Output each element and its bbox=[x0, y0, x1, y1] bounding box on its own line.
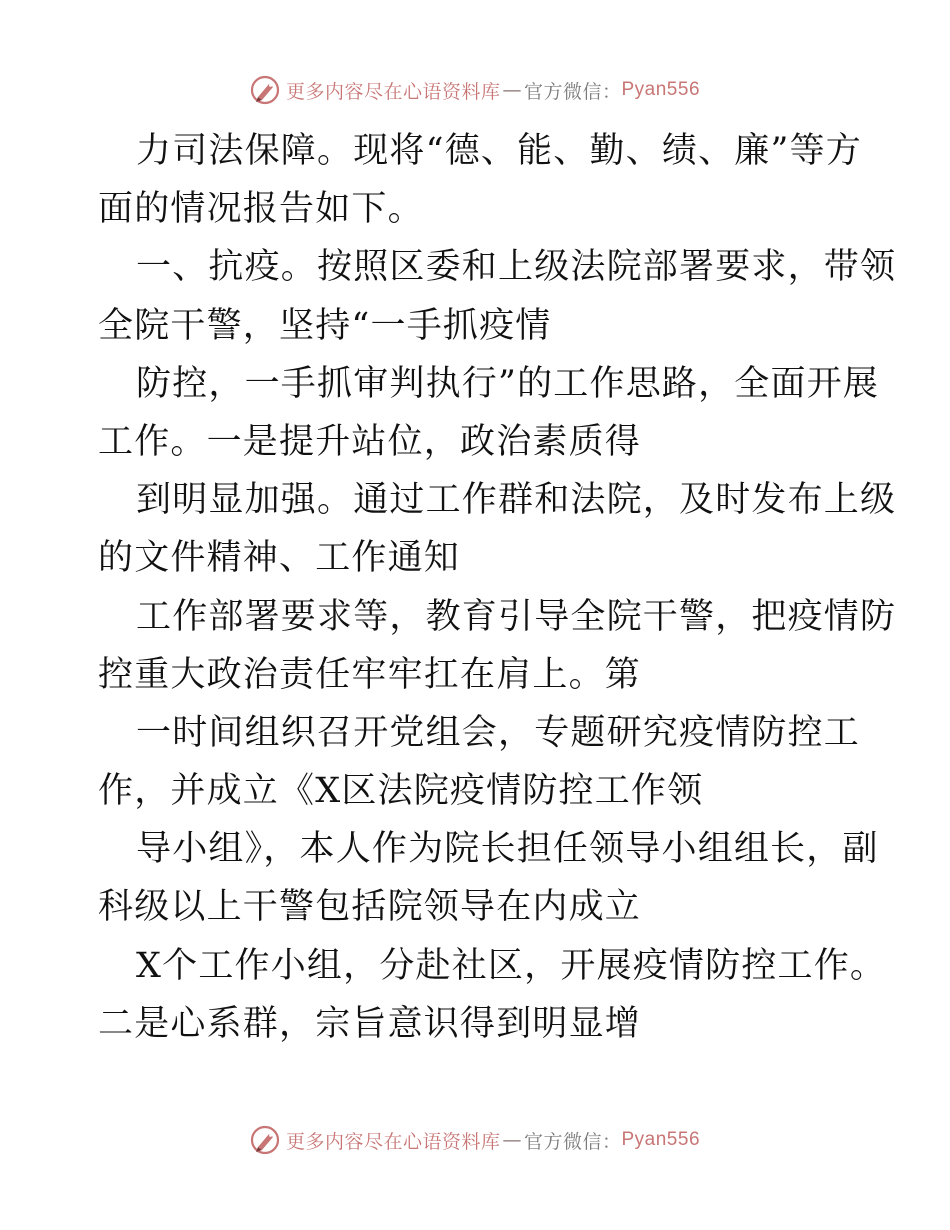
text-line: 控重大政治责任牢牢扛在肩上。第 bbox=[98, 654, 642, 695]
watermark-label: 官方微信： bbox=[523, 1130, 622, 1153]
watermark-text: 更多内容尽在心语资料库 bbox=[285, 1130, 501, 1153]
text-line: 一、抗疫。按照区委和上级法院部署要求，带领 bbox=[136, 247, 897, 288]
text-line: 作，并成立《X区法院疫情防控工作领 bbox=[98, 771, 704, 812]
watermark-id: Pyan556 bbox=[621, 79, 701, 100]
header-watermark bbox=[0, 72, 950, 108]
text-line: 的文件精神、工作通知 bbox=[98, 538, 461, 579]
watermark-label: 官方微信： bbox=[523, 80, 622, 103]
watermark-text: 更多内容尽在心语资料库 bbox=[285, 80, 501, 103]
watermark-separator: — bbox=[502, 79, 522, 101]
watermark-separator: — bbox=[502, 1129, 522, 1151]
text-line: X个工作小组，分赴社区，开展疫情防控工作。 bbox=[136, 945, 887, 986]
text-line: 科级以上干警包括院领导在内成立 bbox=[98, 887, 642, 928]
text-line: 一时间组织召开党组会，专题研究疫情防控工 bbox=[136, 712, 861, 753]
text-line: 力司法保障。现将“德、能、勤、绩、廉”等方 bbox=[136, 131, 862, 171]
report-paragraph bbox=[98, 122, 897, 1053]
pen-logo-icon bbox=[250, 1125, 280, 1155]
pen-logo-icon bbox=[250, 75, 280, 105]
text-line: 导小组》，本人作为院长担任领导小组组长，副 bbox=[136, 829, 879, 870]
text-line: 二是心系群，宗旨意识得到明显增 bbox=[98, 1003, 642, 1044]
text-line: 全院干警，坚持“一手抓疫情 bbox=[98, 305, 552, 346]
watermark-id: Pyan556 bbox=[621, 1129, 701, 1150]
text-line: 工作部署要求等，教育引导全院干警，把疫情防 bbox=[136, 596, 897, 637]
text-line: 到明显加强。通过工作群和法院，及时发布上级 bbox=[136, 480, 897, 521]
text-line: 面的情况报告如下。 bbox=[98, 189, 424, 230]
text-line: 防控，一手抓审判执行”的工作思路，全面开展 bbox=[136, 363, 880, 404]
text-line: 工作。一是提升站位，政治素质得 bbox=[98, 421, 642, 462]
footer-watermark bbox=[0, 1122, 950, 1158]
